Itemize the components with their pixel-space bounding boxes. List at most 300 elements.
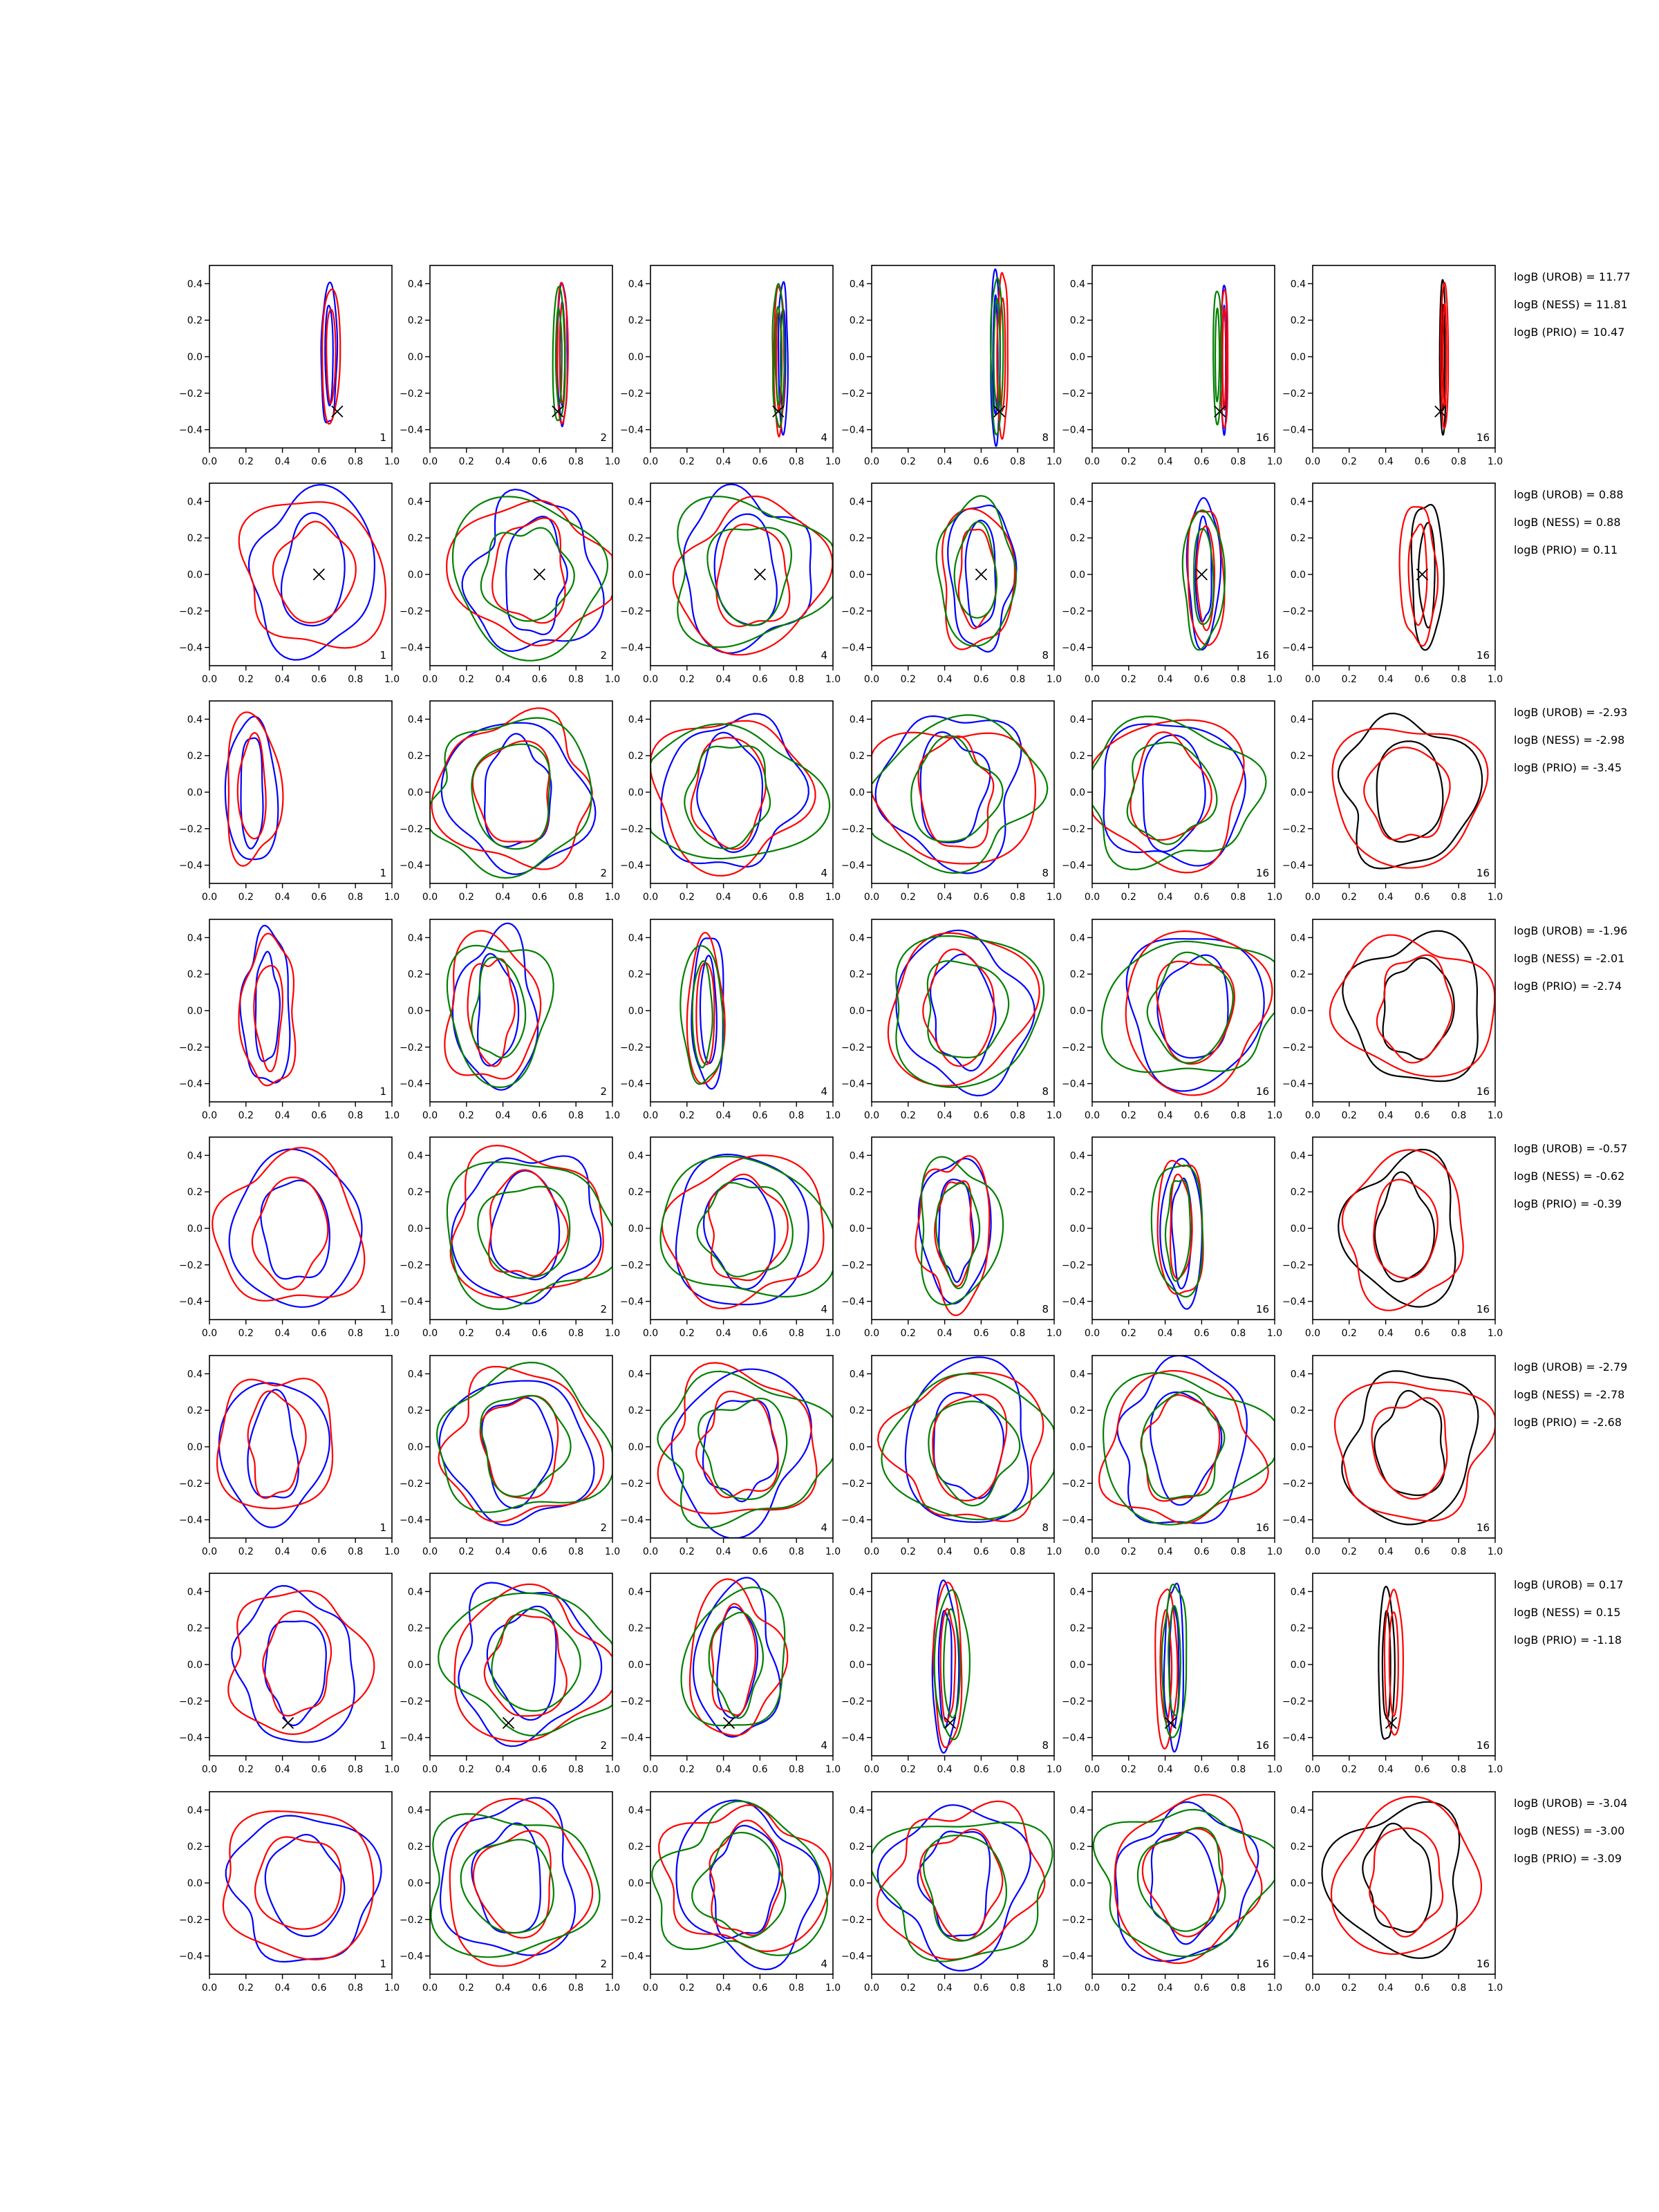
y-tick-label: 0.4 [1069, 1586, 1085, 1598]
contour-green-outer [661, 1156, 834, 1297]
x-tick-label: 1.0 [1046, 1546, 1062, 1557]
contour-group [1378, 1586, 1403, 1739]
x-tick-label: 1.0 [384, 674, 400, 685]
y-tick-label: 0.0 [1069, 1224, 1085, 1235]
panel-r5-c4 [841, 1137, 1062, 1339]
panel-r4-c4 [841, 919, 1062, 1121]
contour-blue-inner [482, 1398, 553, 1508]
y-tick-label: 0.4 [849, 1369, 865, 1380]
logb-annotation: logB (PRIO) = -0.39 [1514, 1197, 1622, 1210]
x-tick-label: 0.6 [973, 1983, 989, 1994]
x-tick-label: 0.0 [863, 1328, 880, 1339]
x-tick-label: 0.0 [642, 1983, 659, 1994]
y-tick-label: −0.4 [841, 860, 865, 872]
x-tick-label: 0.4 [715, 892, 731, 903]
y-tick-label: −0.2 [400, 1042, 423, 1053]
x-tick-label: 0.2 [679, 1328, 695, 1339]
x-tick-label: 0.4 [1378, 892, 1394, 903]
x-tick-label: 0.4 [495, 1764, 511, 1775]
panel-number-label: 16 [1476, 1958, 1490, 1970]
x-tick-label: 0.6 [1414, 1110, 1430, 1121]
x-tick-label: 1.0 [1487, 674, 1503, 685]
contour-red-inner [1374, 1180, 1438, 1279]
y-tick-label: −0.2 [1062, 1259, 1085, 1271]
contour-green-inner [924, 1835, 1006, 1941]
panel-number-label: 2 [600, 1303, 607, 1315]
contour-group [888, 930, 1044, 1096]
y-tick-label: 0.0 [187, 1006, 203, 1017]
y-tick-label: 0.2 [849, 1405, 865, 1417]
panel-r2-c6 [1282, 483, 1503, 685]
y-tick-label: 0.4 [1069, 1369, 1085, 1380]
y-tick-label: 0.4 [187, 1150, 203, 1162]
y-tick-label: −0.4 [841, 1951, 865, 1962]
y-tick-label: −0.2 [1282, 1914, 1306, 1926]
y-tick-label: 0.0 [1069, 570, 1085, 581]
contour-group [932, 1580, 970, 1753]
x-tick-label: 0.8 [1451, 456, 1467, 467]
y-tick-label: −0.4 [841, 1296, 865, 1308]
x-tick-label: 0.4 [937, 456, 953, 467]
contour-red-outer [217, 1378, 332, 1508]
panel-number-label: 2 [600, 431, 607, 444]
logb-annotation: logB (NESS) = -0.62 [1514, 1170, 1625, 1183]
y-tick-label: −0.4 [1282, 642, 1306, 654]
y-tick-label: 0.2 [187, 1623, 203, 1635]
y-tick-label: 0.0 [628, 1006, 644, 1017]
y-tick-label: 0.2 [1069, 533, 1085, 545]
x-tick-label: 0.6 [1194, 1110, 1210, 1121]
x-tick-label: 0.4 [274, 1983, 290, 1994]
x-tick-label: 0.2 [1341, 1764, 1357, 1775]
panel-number-label: 16 [1476, 1085, 1490, 1098]
x-tick-label: 0.2 [238, 1110, 254, 1121]
x-tick-label: 0.0 [201, 674, 218, 685]
contour-black-outer [1342, 931, 1477, 1082]
x-tick-label: 0.2 [900, 674, 916, 685]
x-tick-label: 1.0 [1046, 1110, 1062, 1121]
x-tick-label: 0.2 [238, 1764, 254, 1775]
contour-red-outer [1385, 1590, 1403, 1735]
y-tick-label: −0.4 [400, 642, 423, 654]
y-tick-label: 0.0 [849, 1660, 865, 1671]
contour-group [878, 1357, 1054, 1522]
logb-annotation: logB (NESS) = -2.01 [1514, 952, 1625, 965]
x-tick-label: 0.4 [1157, 1546, 1173, 1557]
contour-group [431, 1798, 600, 1967]
y-tick-label: 0.0 [628, 1442, 644, 1453]
contour-group [1152, 1159, 1203, 1309]
contour-red-outer [659, 1805, 831, 1951]
x-tick-label: 0.2 [1121, 1983, 1136, 1994]
axes-frame [650, 483, 833, 666]
x-tick-label: 0.2 [900, 892, 916, 903]
x-tick-label: 1.0 [825, 892, 841, 903]
y-tick-label: 0.0 [1069, 1660, 1085, 1671]
y-tick-label: −0.2 [1282, 388, 1306, 400]
x-tick-label: 0.0 [422, 456, 438, 467]
y-tick-label: −0.2 [400, 1914, 423, 1926]
panel-r6-c4 [841, 1356, 1062, 1557]
x-tick-label: 0.2 [900, 1546, 916, 1557]
contour-green-inner [1147, 953, 1233, 1063]
y-tick-label: 0.2 [187, 533, 203, 545]
y-tick-label: 0.4 [628, 714, 644, 726]
x-tick-label: 1.0 [1266, 1983, 1283, 1994]
contour-group [872, 1801, 1052, 1971]
x-tick-label: 0.6 [311, 1983, 327, 1994]
y-tick-label: 0.4 [1069, 932, 1085, 944]
x-tick-label: 0.0 [642, 456, 659, 467]
y-tick-label: 0.0 [628, 1660, 644, 1671]
panel-r7-c3 [620, 1573, 841, 1775]
y-tick-label: 0.0 [407, 352, 423, 363]
x-tick-label: 0.0 [422, 1110, 438, 1121]
logb-annotation: logB (NESS) = 0.88 [1514, 516, 1621, 529]
contour-red-outer [1333, 729, 1488, 868]
x-tick-label: 0.2 [900, 1110, 916, 1121]
y-tick-label: 0.0 [407, 1660, 423, 1671]
y-tick-label: 0.2 [1069, 315, 1085, 327]
panel-r2-c3 [620, 483, 841, 685]
contour-blue-inner [717, 1607, 758, 1718]
x-tick-label: 0.8 [1451, 892, 1467, 903]
x-tick-label: 1.0 [825, 1328, 841, 1339]
y-tick-label: 0.0 [628, 1878, 644, 1889]
x-tick-label: 0.4 [715, 1983, 731, 1994]
x-tick-label: 0.0 [1304, 1110, 1321, 1121]
x-tick-label: 0.8 [789, 892, 805, 903]
x-tick-label: 0.8 [568, 1983, 584, 1994]
y-tick-label: −0.4 [400, 860, 423, 872]
x-tick-label: 0.8 [1451, 674, 1467, 685]
x-tick-label: 0.8 [789, 1328, 805, 1339]
panel-r1-c2 [400, 265, 620, 467]
logb-annotation: logB (UROB) = 0.88 [1514, 488, 1624, 501]
x-tick-label: 0.2 [679, 456, 695, 467]
x-tick-label: 0.6 [1194, 1764, 1210, 1775]
contour-blue-outer [693, 1577, 780, 1736]
contour-green-inner [1127, 742, 1217, 844]
x-tick-label: 0.6 [752, 1546, 768, 1557]
contour-group [657, 1363, 833, 1539]
y-tick-label: −0.2 [841, 1696, 865, 1707]
x-tick-label: 0.2 [1341, 1328, 1357, 1339]
panel-r5-c1 [179, 1137, 400, 1339]
x-tick-label: 0.6 [752, 1110, 768, 1121]
y-tick-label: −0.4 [620, 642, 644, 654]
x-tick-label: 0.4 [715, 1328, 731, 1339]
x-tick-label: 0.8 [789, 1546, 805, 1557]
contour-red-outer [1115, 1794, 1262, 1963]
y-tick-label: 0.0 [407, 1442, 423, 1453]
contour-red-inner [920, 1829, 1002, 1940]
y-tick-label: −0.2 [400, 823, 423, 835]
panel-number-label: 16 [1476, 649, 1490, 662]
x-tick-label: 0.0 [201, 1110, 218, 1121]
x-tick-label: 1.0 [604, 1764, 621, 1775]
y-tick-label: 0.2 [849, 1841, 865, 1853]
y-tick-label: 0.4 [187, 1805, 203, 1817]
axes-frame [1313, 1573, 1495, 1756]
x-tick-label: 0.2 [679, 892, 695, 903]
x-tick-label: 0.8 [568, 456, 584, 467]
y-tick-label: 0.4 [407, 1805, 423, 1817]
panel-number-label: 8 [1042, 1521, 1049, 1534]
x-tick-label: 0.4 [937, 1328, 953, 1339]
y-tick-label: −0.4 [400, 1515, 423, 1526]
panel-r3-c4 [841, 701, 1062, 903]
y-tick-label: −0.2 [1282, 1478, 1306, 1490]
x-tick-label: 0.2 [458, 892, 474, 903]
x-tick-label: 0.8 [348, 892, 364, 903]
y-tick-label: 0.0 [187, 787, 203, 798]
contour-group [872, 715, 1047, 873]
y-tick-label: −0.2 [179, 388, 203, 400]
axes-frame [209, 919, 392, 1102]
y-tick-label: 0.2 [849, 1187, 865, 1199]
x-tick-label: 0.0 [1084, 674, 1100, 685]
contour-group [437, 1362, 612, 1525]
y-tick-label: 0.4 [628, 1150, 644, 1162]
x-tick-label: 0.2 [1341, 1983, 1357, 1994]
panel-number-label: 1 [379, 1958, 386, 1970]
x-tick-label: 0.6 [532, 892, 547, 903]
panel-r6-c6 [1282, 1356, 1503, 1557]
y-tick-label: 0.0 [407, 570, 423, 581]
panel-number-label: 4 [821, 1958, 827, 1970]
panel-r4-c5 [1062, 919, 1282, 1121]
x-tick-label: 0.0 [863, 674, 880, 685]
panel-r7-c2 [400, 1573, 620, 1775]
x-tick-label: 0.4 [495, 1110, 511, 1121]
panel-number-label: 2 [600, 1521, 607, 1534]
x-tick-label: 0.0 [863, 1110, 880, 1121]
contour-group [680, 932, 724, 1089]
panel-number-label: 2 [600, 867, 607, 879]
panel-number-label: 1 [379, 1303, 386, 1315]
panel-number-label: 8 [1042, 431, 1049, 444]
y-tick-label: 0.4 [407, 279, 423, 290]
y-tick-label: 0.4 [407, 714, 423, 726]
panel-number-label: 8 [1042, 1958, 1049, 1970]
contour-blue-outer [219, 1383, 330, 1528]
panel-r2-c4 [841, 483, 1062, 685]
x-tick-label: 0.2 [1121, 456, 1136, 467]
x-tick-label: 0.8 [1451, 1983, 1467, 1994]
y-tick-label: 0.4 [1069, 1150, 1085, 1162]
axes-frame [209, 1792, 392, 1974]
axes-frame [1313, 483, 1495, 666]
contour-green-outer [438, 1593, 612, 1736]
y-tick-label: 0.4 [849, 1150, 865, 1162]
y-tick-label: 0.4 [1290, 279, 1306, 290]
x-tick-label: 0.2 [1341, 456, 1357, 467]
x-tick-label: 0.6 [532, 1110, 547, 1121]
contour-group [447, 489, 612, 661]
panel-r3-c3 [620, 701, 841, 903]
y-tick-label: −0.2 [400, 1259, 423, 1271]
y-tick-label: 0.4 [849, 1805, 865, 1817]
truth-marker [724, 1717, 735, 1728]
y-tick-label: 0.0 [1069, 1006, 1085, 1017]
logb-annotation: logB (PRIO) = -3.09 [1514, 1852, 1622, 1865]
contour-red-outer [228, 1591, 374, 1734]
y-tick-label: −0.2 [1062, 1478, 1085, 1490]
y-tick-label: −0.2 [620, 1478, 644, 1490]
y-tick-label: −0.2 [1282, 1696, 1306, 1707]
panel-r7-c1 [179, 1573, 400, 1775]
x-tick-label: 0.0 [201, 1328, 218, 1339]
x-tick-label: 0.8 [789, 674, 805, 685]
y-tick-label: 0.2 [1290, 533, 1306, 545]
contour-group [553, 283, 568, 427]
y-tick-label: −0.4 [1062, 424, 1085, 436]
contour-group [991, 270, 1008, 447]
x-tick-label: 0.8 [1010, 1110, 1026, 1121]
x-tick-label: 0.6 [1194, 1983, 1210, 1994]
logb-annotation: logB (UROB) = -0.57 [1514, 1142, 1628, 1155]
axes-frame [872, 1573, 1054, 1756]
axes-frame [650, 919, 833, 1102]
panel-number-label: 8 [1042, 1085, 1049, 1098]
x-tick-label: 0.2 [458, 1110, 474, 1121]
y-tick-label: −0.2 [841, 823, 865, 835]
x-tick-label: 0.4 [1157, 1110, 1173, 1121]
panel-number-label: 8 [1042, 1303, 1049, 1315]
x-tick-label: 0.8 [348, 1546, 364, 1557]
x-tick-label: 0.8 [1010, 1328, 1026, 1339]
y-tick-label: 0.4 [1069, 279, 1085, 290]
y-tick-label: 0.0 [187, 1660, 203, 1671]
y-tick-label: −0.4 [841, 1515, 865, 1526]
axes-frame [1092, 701, 1275, 883]
y-tick-label: 0.4 [187, 279, 203, 290]
x-tick-label: 0.8 [789, 1764, 805, 1775]
y-tick-label: −0.2 [1062, 1042, 1085, 1053]
x-tick-label: 0.4 [937, 1983, 953, 1994]
x-tick-label: 0.6 [311, 1546, 327, 1557]
contour-red-outer [212, 1147, 364, 1301]
x-tick-label: 0.2 [458, 456, 474, 467]
x-tick-label: 0.6 [1414, 674, 1430, 685]
x-tick-label: 0.6 [752, 1328, 768, 1339]
x-tick-label: 0.2 [679, 1764, 695, 1775]
contour-group [673, 485, 833, 655]
y-tick-label: 0.4 [628, 932, 644, 944]
x-tick-label: 0.8 [1230, 1328, 1246, 1339]
x-tick-label: 0.2 [679, 1983, 695, 1994]
y-tick-label: 0.4 [1290, 496, 1306, 508]
x-tick-label: 0.0 [1084, 892, 1100, 903]
x-tick-label: 1.0 [1266, 892, 1283, 903]
logb-annotation: logB (UROB) = -1.96 [1514, 924, 1628, 937]
panel-r4-c6 [1282, 919, 1503, 1121]
logb-annotation: logB (UROB) = -3.04 [1514, 1797, 1628, 1810]
x-tick-label: 0.6 [752, 1983, 768, 1994]
x-tick-label: 0.6 [1194, 1328, 1210, 1339]
y-tick-label: 0.4 [407, 496, 423, 508]
x-tick-label: 0.8 [1230, 1983, 1246, 1994]
x-tick-label: 0.8 [568, 892, 584, 903]
y-tick-label: 0.2 [407, 315, 423, 327]
x-tick-label: 0.2 [679, 1110, 695, 1121]
x-tick-label: 0.4 [715, 456, 731, 467]
y-tick-label: −0.4 [841, 1732, 865, 1744]
contour-red-inner [263, 1611, 331, 1716]
panel-r7-c4 [841, 1573, 1062, 1775]
y-tick-label: −0.4 [179, 1515, 203, 1526]
y-tick-label: 0.2 [628, 969, 644, 981]
x-tick-label: 0.0 [642, 892, 659, 903]
x-tick-label: 1.0 [825, 1983, 841, 1994]
x-tick-label: 0.4 [1378, 1110, 1394, 1121]
panel-r2-c1 [179, 483, 400, 685]
x-tick-label: 1.0 [1046, 1764, 1062, 1775]
axes-frame [430, 1573, 612, 1756]
contour-blue-inner [1143, 735, 1205, 852]
panel-r6-c1 [179, 1356, 400, 1557]
contour-group [447, 1145, 612, 1309]
truth-marker [552, 406, 563, 417]
logb-annotation: logB (NESS) = -2.78 [1514, 1388, 1625, 1401]
logb-annotation: logB (PRIO) = -2.68 [1514, 1416, 1622, 1429]
contour-blue-inner [1151, 1833, 1219, 1944]
panel-number-label: 16 [1255, 1521, 1269, 1534]
y-tick-label: 0.2 [1290, 969, 1306, 981]
x-tick-label: 0.4 [274, 1328, 290, 1339]
x-tick-label: 0.6 [1414, 456, 1430, 467]
x-tick-label: 0.6 [1194, 456, 1210, 467]
contour-green-inner [928, 961, 1009, 1058]
x-tick-label: 1.0 [1487, 1983, 1503, 1994]
x-tick-label: 0.0 [863, 1546, 880, 1557]
x-tick-label: 0.2 [1341, 1110, 1357, 1121]
panel-r6-c5 [1062, 1356, 1282, 1557]
x-tick-label: 0.8 [1010, 1764, 1026, 1775]
x-tick-label: 0.8 [568, 1110, 584, 1121]
x-tick-label: 0.0 [201, 892, 218, 903]
contour-group [1102, 931, 1275, 1095]
x-tick-label: 0.2 [238, 1546, 254, 1557]
y-tick-label: 0.4 [849, 496, 865, 508]
x-tick-label: 0.2 [458, 1546, 474, 1557]
x-tick-label: 0.8 [348, 1328, 364, 1339]
y-tick-label: −0.2 [841, 388, 865, 400]
logb-annotation: logB (NESS) = 11.81 [1514, 298, 1628, 311]
y-tick-label: 0.0 [407, 1006, 423, 1017]
x-tick-label: 0.4 [715, 1764, 731, 1775]
x-tick-label: 0.0 [1304, 892, 1321, 903]
contour-red-inner [1372, 1398, 1447, 1499]
x-tick-label: 0.8 [1010, 892, 1026, 903]
contour-blue-inner [471, 1823, 540, 1933]
y-tick-label: 0.4 [849, 932, 865, 944]
axes-frame [430, 1356, 612, 1538]
x-tick-label: 0.2 [238, 892, 254, 903]
y-tick-label: 0.0 [1069, 787, 1085, 798]
x-tick-label: 1.0 [1487, 1328, 1503, 1339]
y-tick-label: 0.2 [407, 1623, 423, 1635]
y-tick-label: 0.2 [407, 1187, 423, 1199]
panel-r8-c4 [841, 1792, 1062, 1994]
y-tick-label: −0.4 [620, 860, 644, 872]
y-tick-label: 0.0 [849, 352, 865, 363]
logb-annotation: logB (PRIO) = -1.18 [1514, 1633, 1622, 1647]
y-tick-label: −0.2 [1062, 606, 1085, 617]
contour-group [916, 1156, 1004, 1315]
y-tick-label: −0.4 [1062, 642, 1085, 654]
